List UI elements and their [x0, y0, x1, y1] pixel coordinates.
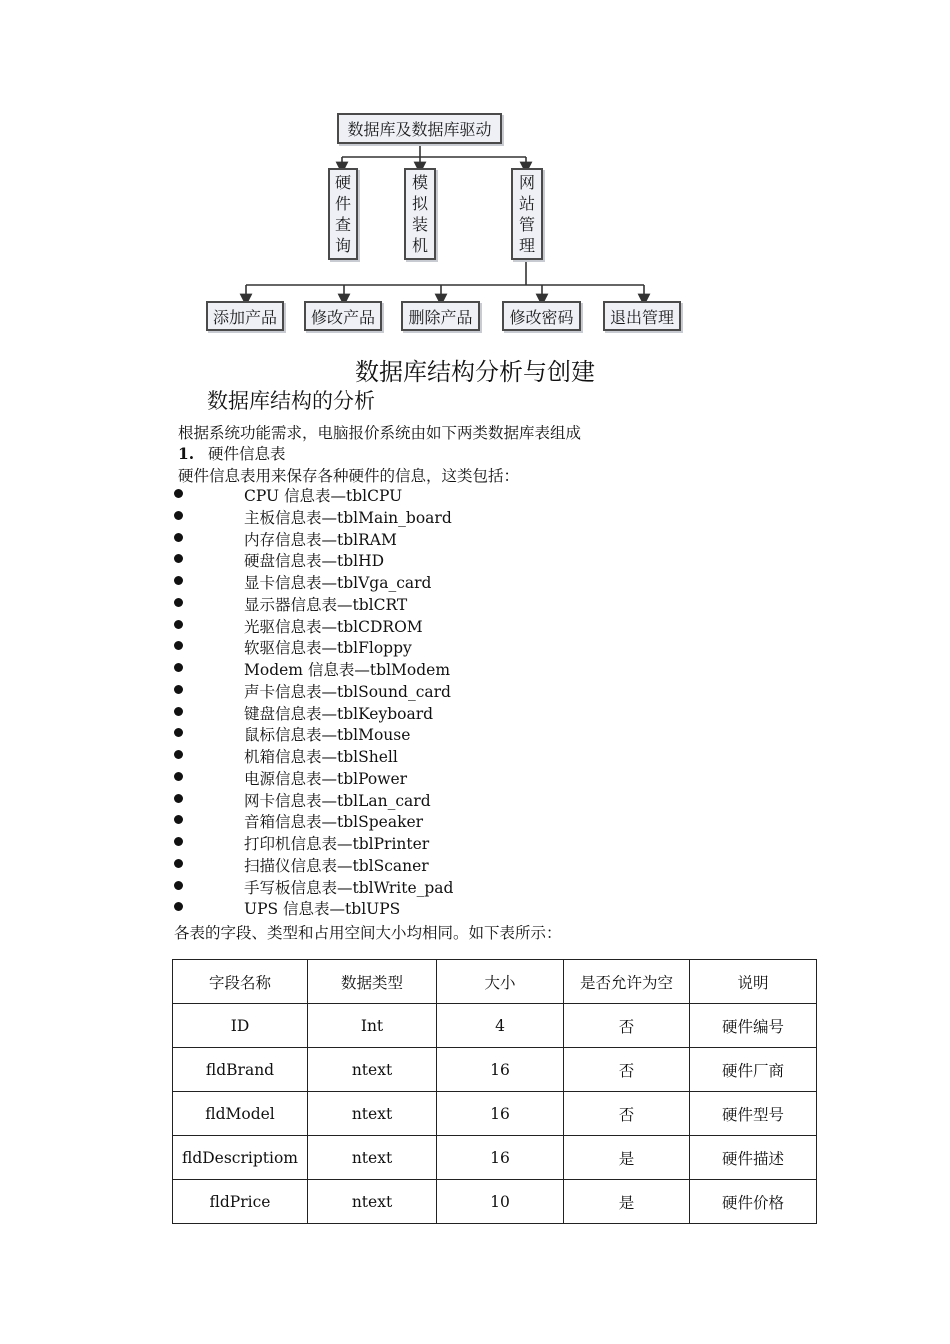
- list-item-text: UPS 信息表—tblUPS: [244, 900, 401, 919]
- table-cell: 否: [564, 1092, 690, 1136]
- bullet-icon: [174, 750, 183, 759]
- bullet-icon: [174, 902, 183, 911]
- table-cell: 硬件厂商: [690, 1048, 817, 1092]
- bullet-icon: [174, 641, 183, 650]
- table-cell: 16: [437, 1136, 564, 1180]
- list-item-text: 鼠标信息表—tblMouse: [244, 726, 411, 745]
- hardware-table-description: 硬件信息表用来保存各种硬件的信息，这类包括：: [178, 467, 520, 485]
- table-cell: ntext: [308, 1180, 437, 1224]
- list-item-text: Modem 信息表—tblModem: [244, 661, 451, 679]
- list-item-text: 手写板信息表—tblWrite_pad: [244, 878, 454, 897]
- list-item-text: 音箱信息表—tblSpeaker: [244, 813, 424, 832]
- list-item-text: 打印机信息表—tblPrinter: [244, 835, 430, 853]
- table-cell: ID: [173, 1004, 308, 1048]
- table-cell: ntext: [308, 1048, 437, 1092]
- bullet-icon: [174, 859, 183, 868]
- diagram-node-hardware-query: [328, 168, 358, 260]
- table-row: [173, 1004, 817, 1048]
- table-cell: 硬件编号: [690, 1004, 817, 1048]
- list-item-text: 硬盘信息表—tblHD: [244, 552, 385, 571]
- table-cell: fldBrand: [173, 1048, 308, 1092]
- table-cell: fldDescriptiom: [173, 1136, 308, 1180]
- bullet-icon: [174, 815, 183, 824]
- diagram-node-label: 硬 件 查 询: [334, 173, 351, 255]
- bullet-icon: [174, 881, 183, 890]
- list-item-text: 内存信息表—tblRAM: [244, 530, 397, 549]
- table-cell: 16: [437, 1092, 564, 1136]
- structure-diagram: [0, 0, 950, 345]
- table-cell: fldModel: [173, 1092, 308, 1136]
- field-table-intro: 各表的字段、类型和占用空间大小均相同。如下表所示：: [174, 924, 562, 942]
- list-item-text: 键盘信息表—tblKeyboard: [244, 704, 434, 723]
- table-header-cell: 说明: [690, 960, 817, 1004]
- intro-text: 根据系统功能需求，电脑报价系统由如下两类数据库表组成: [178, 424, 582, 442]
- table-cell: ntext: [308, 1092, 437, 1136]
- table-cell: Int: [308, 1004, 437, 1048]
- bullet-icon: [174, 554, 183, 563]
- diagram-node-label: 修改产品: [310, 307, 375, 327]
- diagram-node-label: 模 拟 装 机: [411, 173, 428, 255]
- diagram-node-label: 修改密码: [509, 307, 574, 327]
- diagram-node-add-product: [206, 301, 284, 331]
- table-row: [173, 1136, 817, 1180]
- list-item-text: 声卡信息表—tblSound_card: [244, 682, 451, 701]
- table-cell: ntext: [308, 1136, 437, 1180]
- diagram-root-node: [337, 113, 502, 144]
- list-item-text: 主板信息表—tblMain_board: [244, 508, 452, 527]
- table-cell: 否: [564, 1048, 690, 1092]
- bullet-icon: [174, 794, 183, 803]
- section-title: 数据库结构分析与创建: [355, 358, 595, 386]
- list-item-text: 显卡信息表—tblVga_card: [244, 574, 432, 592]
- field-table: [172, 959, 817, 1224]
- list-item-text: 电源信息表—tblPower: [244, 769, 408, 788]
- table-cell: 10: [437, 1180, 564, 1224]
- table-cell: 是: [564, 1136, 690, 1180]
- table-cell: 4: [437, 1004, 564, 1048]
- diagram-node-change-password: [502, 301, 581, 331]
- table-header-cell: 是否允许为空: [564, 960, 690, 1004]
- list-item-text: 机箱信息表—tblShell: [244, 748, 398, 766]
- section-subtitle: 数据库结构的分析: [207, 389, 375, 413]
- table-cell: 硬件价格: [690, 1180, 817, 1224]
- bullet-icon: [174, 598, 183, 607]
- diagram-node-exit-management: [603, 301, 681, 331]
- diagram-node-label: 退出管理: [609, 307, 674, 327]
- list-item-text: CPU 信息表—tblCPU: [244, 487, 403, 505]
- list-item-text: 扫描仪信息表—tblScaner: [244, 856, 429, 875]
- bullet-icon: [174, 576, 183, 585]
- bullet-icon: [174, 685, 183, 694]
- diagram-connectors: [0, 0, 950, 345]
- diagram-node-label: 网 站 管 理: [518, 173, 535, 255]
- diagram-node-simulated-build: [404, 168, 436, 260]
- list-item-text: 软驱信息表—tblFloppy: [244, 639, 412, 658]
- table-row: [173, 1092, 817, 1136]
- bullet-icon: [174, 837, 183, 846]
- table-header-cell: 大小: [437, 960, 564, 1004]
- field-table-body: [173, 960, 817, 1224]
- diagram-root-label: 数据库及数据库驱动: [347, 120, 492, 139]
- diagram-node-site-management: [511, 168, 543, 260]
- list-item-text: 网卡信息表—tblLan_card: [244, 791, 431, 810]
- list-item-text: 光驱信息表—tblCDROM: [244, 617, 423, 636]
- table-cell: fldPrice: [173, 1180, 308, 1224]
- bullet-icon: [174, 489, 183, 498]
- bullet-icon: [174, 663, 183, 672]
- section-label: 硬件信息表: [208, 445, 286, 463]
- table-header-cell: 字段名称: [173, 960, 308, 1004]
- diagram-node-edit-product: [304, 301, 382, 331]
- table-header-row: [173, 960, 817, 1004]
- diagram-node-delete-product: [401, 301, 480, 331]
- table-row: [173, 1048, 817, 1092]
- section-number: 1.: [178, 444, 195, 463]
- table-cell: 硬件型号: [690, 1092, 817, 1136]
- bullet-icon: [174, 772, 183, 781]
- section-heading-hardware: [178, 442, 286, 464]
- bullet-icon: [174, 620, 183, 629]
- bullet-icon: [174, 533, 183, 542]
- table-cell: 是: [564, 1180, 690, 1224]
- diagram-node-label: 添加产品: [212, 307, 277, 327]
- diagram-node-label: 删除产品: [408, 307, 473, 327]
- table-cell: 16: [437, 1048, 564, 1092]
- list-item-text: 显示器信息表—tblCRT: [244, 595, 408, 614]
- table-cell: 否: [564, 1004, 690, 1048]
- bullet-icon: [174, 707, 183, 716]
- table-row: [173, 1180, 817, 1224]
- bullet-icon: [174, 728, 183, 737]
- bullet-icon: [174, 511, 183, 520]
- table-cell: 硬件描述: [690, 1136, 817, 1180]
- table-header-cell: 数据类型: [308, 960, 437, 1004]
